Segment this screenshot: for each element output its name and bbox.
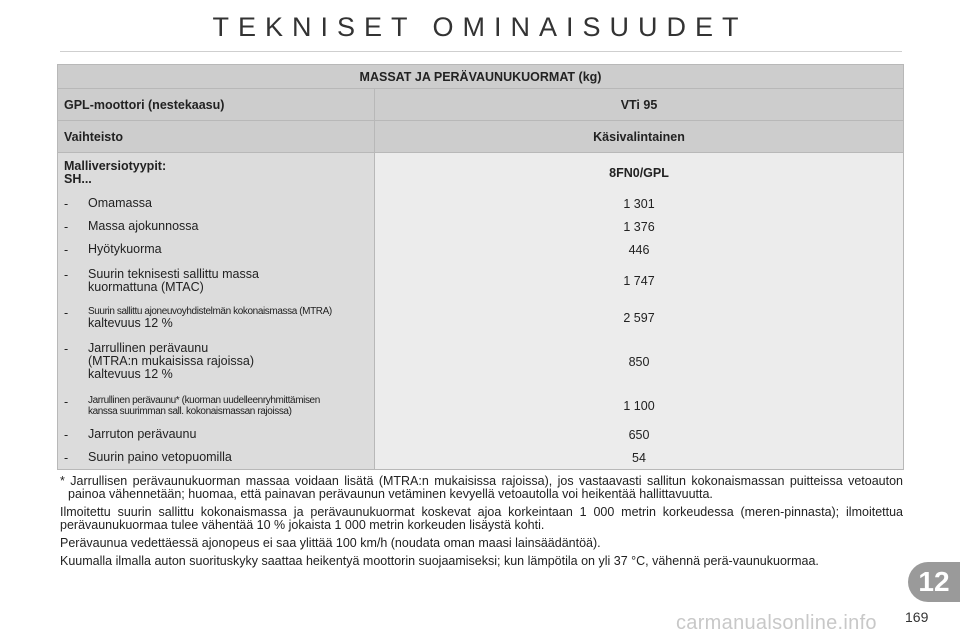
notes [60,475,903,573]
row-dash: - [64,428,69,442]
row-dash: - [64,394,69,409]
row-dash: - [64,450,69,465]
table-row [58,262,904,300]
row-label-line: Massa ajokunnossa [88,219,199,233]
table-row [58,300,904,336]
table-row [58,336,904,388]
note-altitude: Ilmoitettu suurin sallittu kokonaismassa ja perävaunukuormat koskevat ajoa korkeintaan 1 000 metrin korkeudessa (meren-pinnasta); ilmoitettua perävaunukuormaa tulee vähentää 10 % jokaista 1 000 metrin korkeuden lisäystä kohti. [60,505,903,532]
row-label-line: kaltevuus 12 % [88,315,173,330]
title-divider [60,51,902,52]
gearbox-label: Vaihteisto [58,121,375,153]
row-label [58,262,375,300]
row-label-line: (MTRA:n mukaisissa rajoissa) [88,354,255,368]
row-label-text [88,342,254,381]
model-label-line2: SH... [64,171,92,186]
row-label [58,424,375,447]
row-value: 1 301 [375,193,904,216]
row-value: 446 [375,239,904,262]
model-label [58,153,375,193]
row-label [58,239,375,262]
row-label [58,216,375,239]
footnote: * Jarrullisen perävaunukuorman massaa voidaan lisätä (MTRA:n mukaisissa rajoissa), jos vastaavasti sallitun kokonaismassan puitteissa vetoauton painoa vähennetään; huomaa, että painavan perävaunun vetäminen kevyellä vetoautolla voi heikentää hallittavuutta. [60,474,903,501]
row-label-text [88,451,232,464]
model-value: 8FN0/GPL [375,153,904,193]
row-label-line: Suurin teknisesti sallittu massa [88,266,259,281]
table-row [58,424,904,447]
chapter-tab: 12 [908,562,960,602]
row-label-line: kaltevuus 12 % [88,367,173,381]
row-label [58,447,375,470]
row-value: 1 376 [375,216,904,239]
row-value: 1 100 [375,388,904,424]
row-label-line: Omamassa [88,196,152,210]
row-dash: - [64,267,69,282]
table-title: MASSAT JA PERÄVAUNUKUORMAT (kg) [58,65,904,89]
row-label-small-line: Suurin sallittu ajoneuvoyhdistelmän kokonaismassa (MTRA) [88,305,332,317]
page-number: 169 [905,609,929,625]
page-title: TEKNISET OMINAISUUDET [212,12,748,42]
row-value: 850 [375,336,904,388]
row-label-line: Hyötykuorma [88,242,162,256]
row-label-line: kuormattuna (MTAC) [88,279,204,294]
table-row [58,239,904,262]
row-label [58,193,375,216]
row-label [58,300,375,336]
row-label-line: Jarrullinen perävaunu [88,341,209,355]
table-row [58,193,904,216]
row-dash: - [64,342,69,356]
row-dash: - [64,305,69,320]
row-label-small-line: kanssa suurimman sall. kokonaismassan rajoissa) [88,405,292,417]
row-value: 1 747 [375,262,904,300]
row-label-text [88,395,320,417]
row-value: 650 [375,424,904,447]
note-speed: Perävaunua vedettäessä ajonopeus ei saa ylittää 100 km/h (noudata oman maasi lainsäädäntöä). [60,536,601,550]
row-label-line: Suurin paino vetopuomilla [88,449,232,464]
row-label-text [88,428,196,441]
row-dash: - [64,197,69,211]
row-value: 54 [375,447,904,470]
model-label-line1: Malliversiotyypit: [64,158,167,173]
mass-table [57,64,904,470]
table-row [58,216,904,239]
row-value: 2 597 [375,300,904,336]
watermark: carmanualsonline.info [676,612,877,634]
engine-value: VTi 95 [375,89,904,121]
row-label [58,388,375,424]
row-dash: - [64,220,69,234]
row-label-text [88,243,162,256]
table-row [58,447,904,470]
gearbox-value: Käsivalintainen [375,121,904,153]
row-label-text [88,306,332,330]
row-label-text [88,197,152,210]
row-label-text [88,268,259,294]
note-temperature: Kuumalla ilmalla auton suorituskyky saattaa heikentyä moottorin suojaamiseksi; kun lämpötila on yli 37 °C, vähennä perä-vaunukuormaa. [60,554,819,568]
row-label-line: Jarruton perävaunu [88,427,197,441]
row-label-text [88,220,198,233]
row-label-small-line: Jarrullinen perävaunu* (kuorman uudelleenryhmittämisen [88,394,320,406]
row-label [58,336,375,388]
row-dash: - [64,243,69,257]
engine-label: GPL-moottori (nestekaasu) [58,89,375,121]
table-row [58,388,904,424]
